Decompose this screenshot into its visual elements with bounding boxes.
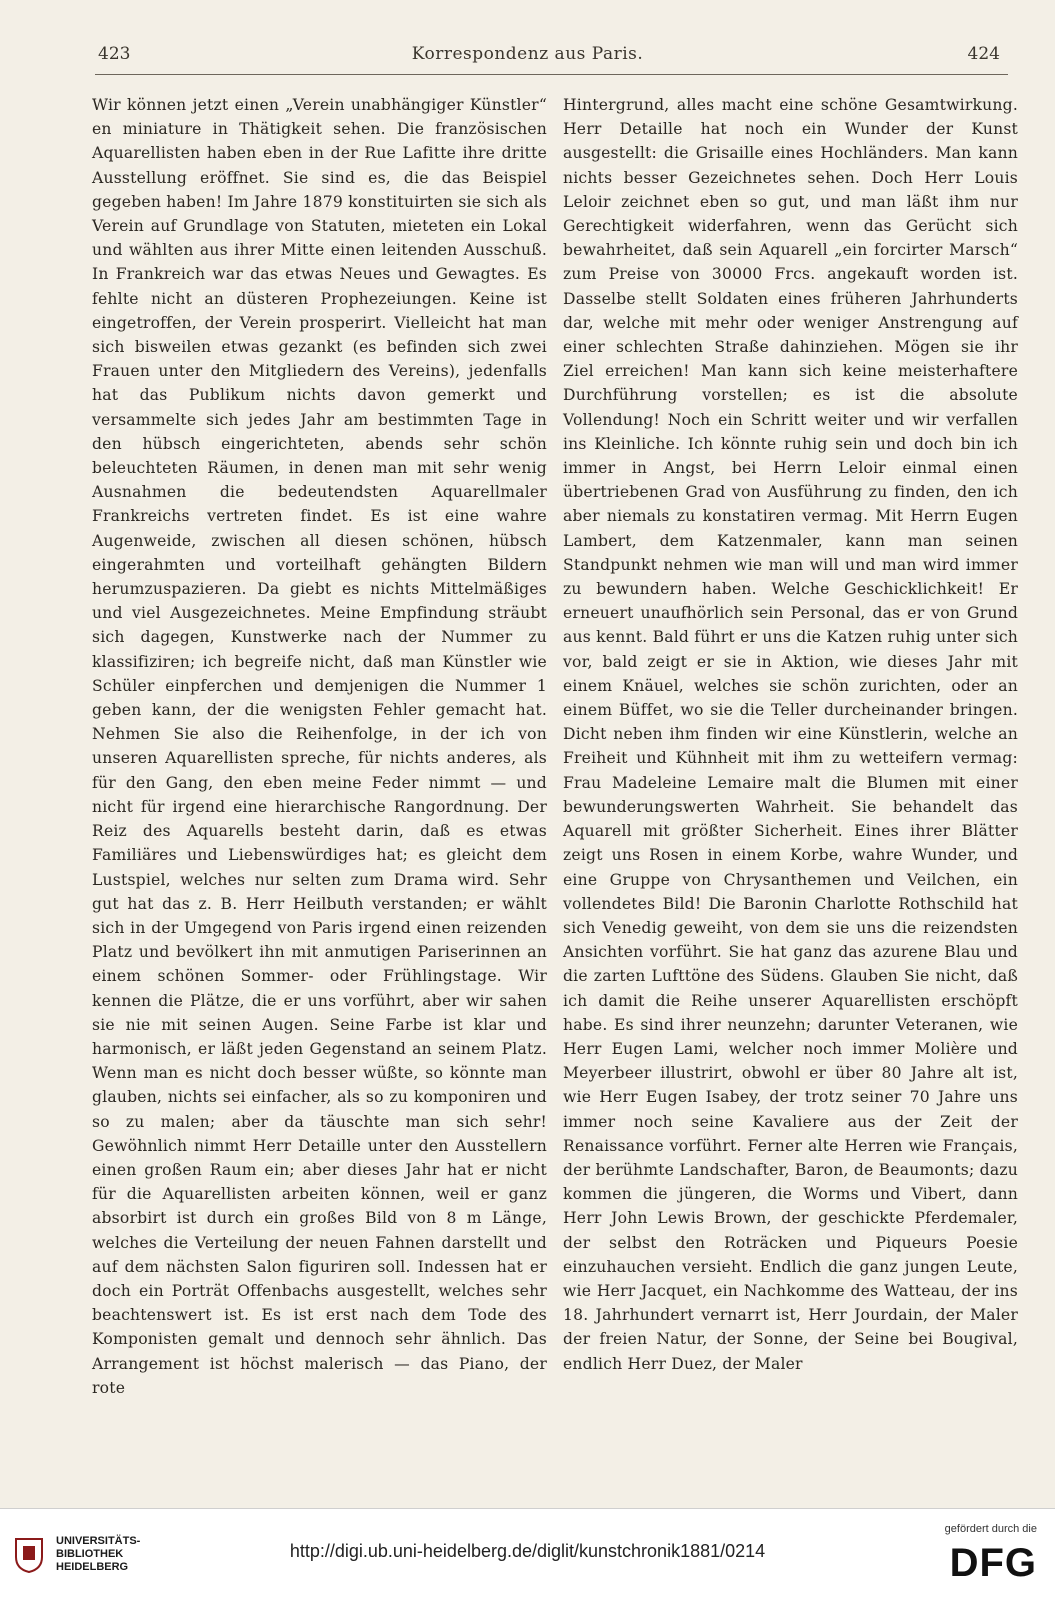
- institution-line: HEIDELBERG: [56, 1561, 129, 1573]
- header-rule: [95, 74, 1008, 75]
- page-number-right: 424: [967, 44, 1000, 64]
- dfg-logo: DFG: [949, 1541, 1037, 1585]
- text-column-right: [563, 93, 1018, 1376]
- institution-line: BIBLIOTHEK: [56, 1548, 124, 1560]
- permalink-url[interactable]: http://digi.ub.uni-heidelberg.de/diglit/kunstchronik1881/0214: [289, 1541, 766, 1561]
- running-title: Korrespondenz aus Paris.: [411, 44, 644, 64]
- library-footer: [0, 1508, 1055, 1599]
- text-column-left: [92, 93, 547, 1400]
- funded-by-label: gefördert durch die: [944, 1523, 1037, 1535]
- institution-line: UNIVERSITÄTS-: [56, 1535, 141, 1547]
- page-number-left: 423: [98, 44, 131, 64]
- right-column-text: Hintergrund, alles macht eine schöne Gesamtwirkung. Herr Detaille hat noch ein Wunder der Kunst ausgestellt: die Grisaille eines Hochländers. Man kann nichts besser Gezeichnetes sehen. Doch Herr Louis Leloir zeichnet eben so gut, und man läßt ihm nur Gerechtigkeit widerfahren, wenn das Gerücht sich bewahrheitet, daß sein Aquarell „ein forcirter Marsch“ zum Preise von 30000 Frcs. angekauft worden ist. Dasselbe stellt Soldaten eines früheren Jahrhunderts dar, welche mit mehr oder weniger Anstrengung auf einer schlechten Straße dahinziehen. Mögen sie ihr Ziel erreichen! Man kann sich keine meisterhaftere Durchführung vorstellen; es ist die absolute Vollendung! Noch ein Schritt weiter und wir verfallen ins Kleinliche. Ich könnte ruhig sein und doch bin ich immer in Angst, bei Herrn Leloir einmal einen übertriebenen Grad von Ausführung zu finden, den ich aber niemals zu konstatiren vermag. Mit Herrn Eugen Lambert, dem Katzenmaler, kann man seinen Standpunkt nehmen wie man will und man wird immer zu bewundern haben. Welche Geschicklichkeit! Er erneuert unaufhörlich sein Personal, das er von Grund aus kennt. Bald führt er uns die Katzen ruhig unter sich vor, bald zeigt er sie in Aktion, wie dieses Jahr mit einem Knäuel, welches sie schön zurichten, oder an einem Büffet, wo sie die Teller durcheinander bringen. Dicht neben ihm finden wir eine Künstlerin, welche an Freiheit und Kühnheit mit ihm zu wetteifern vermag: Frau Madeleine Lemaire malt die Blumen mit einer bewunderungswerten Wahrheit. Sie behandelt das Aquarell mit größter Sicherheit. Eines ihrer Blätter zeigt uns Rosen in einem Korbe, wahre Wunder, und eine Gruppe von Chrysanthemen und Veilchen, ein vollendetes Bild! Die Baronin Charlotte Rothschild hat sich Venedig geweiht, von dem sie uns die reizendsten Ansichten vorführt. Sie hat ganz das azurene Blau und die zarten Lufttöne des Südens. Glauben Sie nicht, daß ich damit die Reihe unserer Aquarellisten erschöpft habe. Es sind ihrer neunzehn; darunter Veteranen, wie Herr Eugen Lami, welcher noch immer Molière und Meyerbeer illustrirt, obwohl er über 80 Jahre alt ist, wie Herr Eugen Isabey, der trotz seiner 70 Jahre uns immer noch seine Kavaliere aus der Zeit der Renaissance vorführt. Ferner alte Herren wie Français, der berühmte Landschafter, Baron, de Beaumonts; dazu kommen die jüngeren, die Worms und Vibert, dann Herr John Lewis Brown, der geschickte Pferdemaler, der selbst den Roträcken und Piqueurs Poesie einzuhauchen versieht. Endlich die ganz jungen Leute, wie Herr Jacquet, ein Nachkomme des Watteau, der ins 18. Jahrhundert vernarrt ist, Herr Jourdain, der Maler der freien Natur, der Sonne, der Seine bei Bougival, endlich Herr Duez, der Maler: [563, 96, 1018, 1373]
- left-column-text: Wir können jetzt einen „Verein unabhängiger Künstler“ en miniature in Thätigkeit sehen. Die französischen Aquarellisten haben eben in der Rue Lafitte ihre dritte Ausstellung eröffnet. Sie sind es, die das Beispiel gegeben haben! Im Jahre 1879 konstituirten sie sich als Verein auf Grundlage von Statuten, mieteten ein Lokal und wählten aus ihrer Mitte einen leitenden Ausschuß. In Frankreich war das etwas Neues und Gewagtes. Es fehlte nicht an düsteren Prophezeiungen. Keine ist eingetroffen, der Verein prosperirt. Vielleicht hat man sich bisweilen etwas gezankt (es befinden sich zwei Frauen unter den Mitgliedern des Vereins), jedenfalls hat das Publikum nichts davon gemerkt und versammelte sich jedes Jahr am bestimmten Tage in den hübsch eingerichteten, abends sehr schön beleuchteten Räumen, in denen man mit sehr wenig Ausnahmen die bedeutendsten Aquarellmaler Frankreichs vertreten findet. Es ist eine wahre Augenweide, zwischen all diesen schönen, hübsch eingerahmten und vorteilhaft gehängten Bildern herumzuspazieren. Da giebt es nichts Mittelmäßiges und viel Ausgezeichnetes. Meine Empfindung sträubt sich dagegen, Kunstwerke nach der Nummer zu klassifiziren; ich begreife nicht, daß man Künstler wie Schüler einpferchen und demjenigen die Nummer 1 geben kann, der die wenigsten Fehler gemacht hat. Nehmen Sie also die Reihenfolge, in der ich von unseren Aquarellisten spreche, für nichts anderes, als für den Gang, den eben meine Feder nimmt — und nicht für irgend eine hierarchische Rangordnung. Der Reiz des Aquarells besteht darin, daß es etwas Familiäres und Liebenswürdiges hat; es gleicht dem Lustspiel, welches nur selten zum Drama wird. Sehr gut hat das z. B. Herr Heilbuth verstanden; er wählt sich in der Umgegend von Paris irgend einen reizenden Platz und bevölkert ihn mit anmutigen Pariserinnen an einem schönen Sommer- oder Frühlingstage. Wir kennen die Plätze, die er uns vorführt, aber wir sahen sie nie mit seinen Augen. Seine Farbe ist klar und harmonisch, er läßt jeden Gegenstand an seinem Platz. Wenn man es nicht doch besser wüßte, so könnte man glauben, nichts sei einfacher, als so zu komponiren und so zu malen; aber da täuschte man sich sehr! Gewöhnlich nimmt Herr Detaille unter den Ausstellern einen großen Raum ein; aber dieses Jahr hat er nicht für die Aquarellisten arbeiten können, weil er ganz absorbirt ist durch ein großes Bild von 8 m Länge, welches die Verteilung der neuen Fahnen darstellt und auf dem nächsten Salon figuriren soll. Indessen hat er doch ein Porträt Offenbachs ausgestellt, welches sehr beachtenswert ist. Es ist erst nach dem Tode des Komponisten gemalt und dennoch sehr ähnlich. Das Arrangement ist höchst malerisch — das Piano, der rote: [92, 96, 547, 1397]
